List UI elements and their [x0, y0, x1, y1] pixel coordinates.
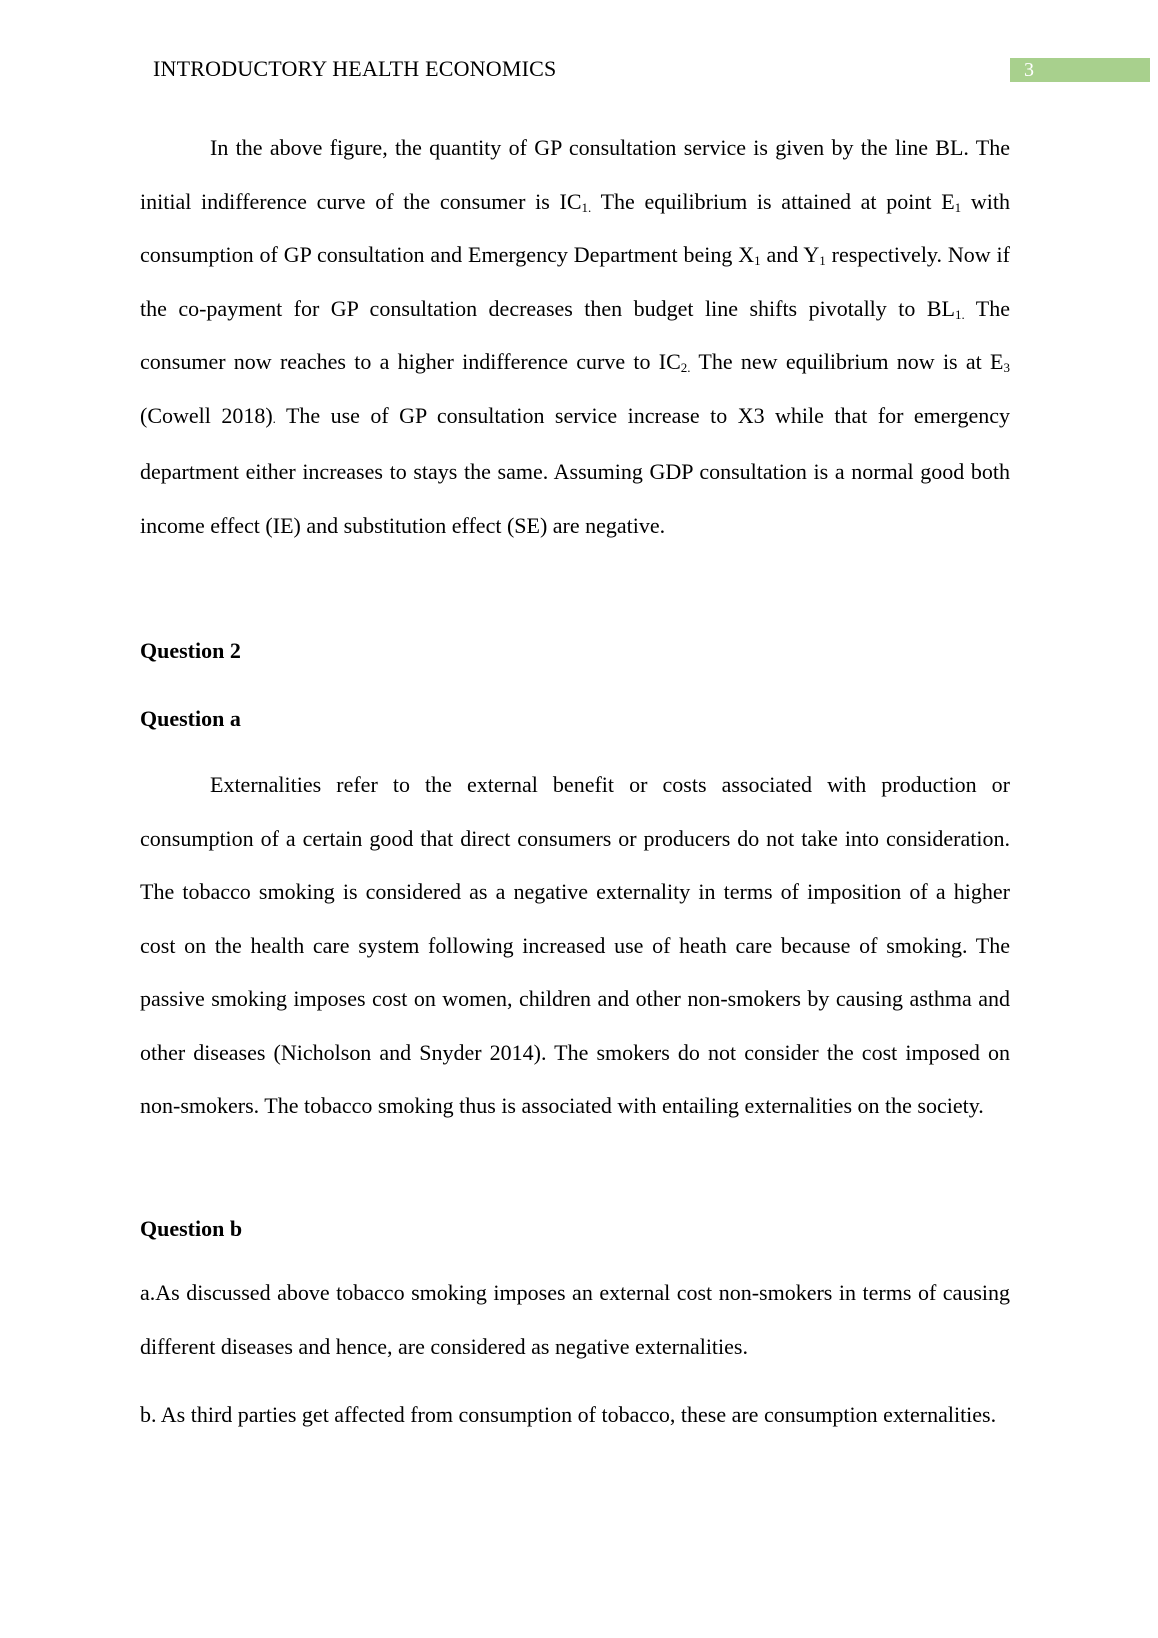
- para1-text-4: and Y: [760, 242, 820, 267]
- paragraph-equilibrium: [140, 121, 1010, 552]
- paragraph-answer-a: a.As discussed above tobacco smoking imposes an external cost non-smokers in terms of causing different diseases and hence, are considered as negative externalities.: [140, 1280, 1010, 1359]
- para1-sub-6: 2.: [680, 360, 691, 375]
- page-number: 3: [1024, 59, 1034, 81]
- paragraph-externalities: Externalities refer to the external benefit or costs associated with production or consumption of a certain good that direct consumers or producers do not take into consideration. The tobacco smoking is considered as a negative externality in terms of imposition of a higher cost on the health care system following increased use of heath care because of smoking. The passive smoking imposes cost on women, children and other non-smokers by causing asthma and other diseases (Nicholson and Snyder 2014). The smokers do not consider the cost imposed on non-smokers. The tobacco smoking thus is associated with entailing externalities on the society.: [140, 772, 1010, 1118]
- heading-question-b: Question b: [140, 1216, 243, 1241]
- para1-text-6: The consumer now reaches to a higher indifference curve to IC: [140, 295, 1010, 374]
- para1-sub-3: 1: [754, 253, 761, 268]
- para1-text-5: respectively. Now if the co-payment for GP consultation decreases then budget line shifts pivotally to BL: [140, 242, 1010, 321]
- paragraph-answer-b: b. As third parties get affected from consumption of tobacco, these are consumption externalities.: [140, 1402, 997, 1427]
- para1-text-8: (Cowell 2018): [140, 402, 273, 428]
- heading-question-a: Question a: [140, 706, 241, 731]
- para1-sub-4: 1: [819, 253, 826, 268]
- para1-small-dot: .: [272, 410, 276, 426]
- para1-text-2: The equilibrium is attained at point E: [591, 188, 955, 214]
- para1-text-9: The use of GP consultation service increase to X3 while that for emergency department either increases to stays the same. Assuming GDP consultation is a normal good both income effect (IE) and substitution effect (SE) are negative.: [140, 402, 1010, 538]
- para1-text-3: with consumption of GP consultation and Emergency Department being X: [140, 188, 1010, 267]
- para1-text-1: In the above figure, the quantity of GP consultation service is given by the line BL. The initial indifference curve of the consumer is IC: [140, 135, 1010, 214]
- para1-text-7: The new equilibrium now is at E: [690, 349, 1004, 374]
- para1-sub-1: 1.: [581, 199, 592, 215]
- para1-sub-5: 1.: [954, 306, 965, 322]
- page-number-box: [1010, 58, 1150, 82]
- para1-sub-7: 3: [1003, 360, 1010, 375]
- para1-sub-2: 1: [954, 199, 962, 215]
- running-head-title: INTRODUCTORY HEALTH ECONOMICS: [153, 56, 557, 81]
- heading-question-2: Question 2: [140, 638, 241, 663]
